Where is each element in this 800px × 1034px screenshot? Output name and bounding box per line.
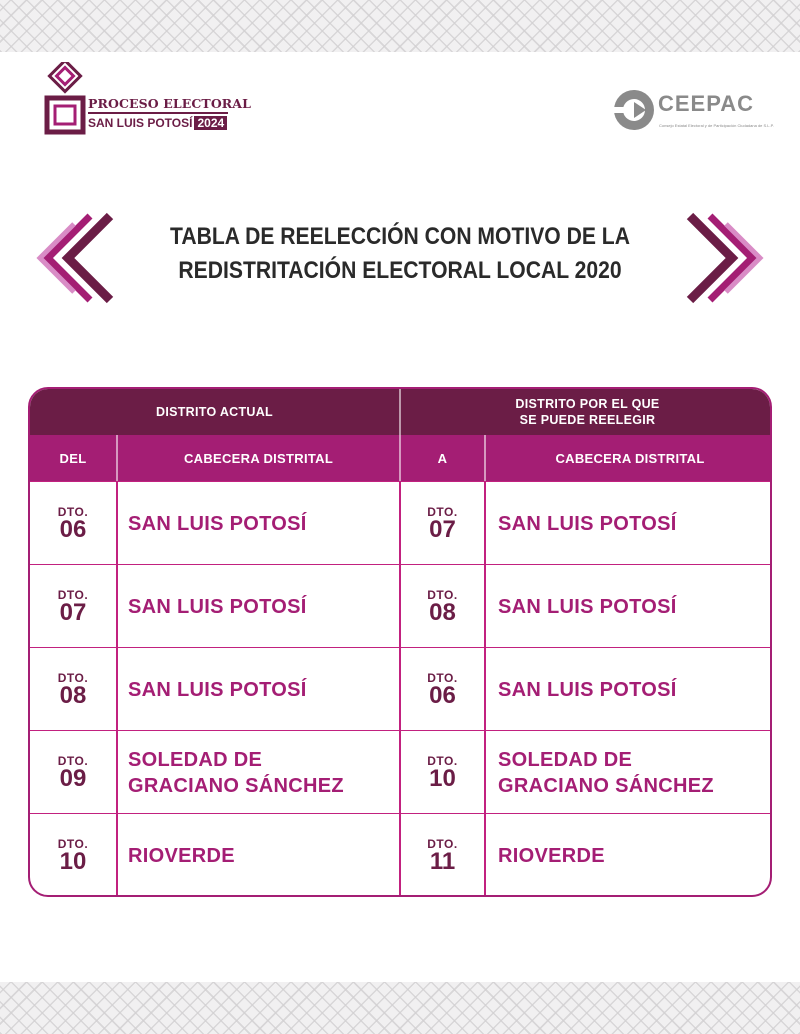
to-cabecera-line-1: SAN LUIS POTOSÍ [498,512,677,535]
header-reelect-line-1: DISTRITO POR EL QUE [515,397,660,411]
to-district [401,648,484,731]
from-cabecera-line-1: SAN LUIS POTOSÍ [128,512,307,535]
table-row [30,564,772,647]
cell-divider [116,482,118,564]
to-cabecera-line-1: SOLEDAD DE [498,748,633,771]
dto-label: DTO. [57,753,89,768]
from-district-number: 07 [59,598,87,626]
title-line-1: TABLA DE REELECCIÓN CON MOTIVO DE LA [170,223,630,250]
cell-divider [116,814,118,896]
proceso-electoral-place: SAN LUIS POTOSÍ [88,116,193,130]
cell-divider [116,648,118,730]
from-district [30,731,116,814]
column-del: DEL [59,450,87,466]
to-district [401,814,484,897]
top-pattern-band [0,0,800,52]
to-district-number: 07 [429,515,456,543]
dto-label: DTO. [57,836,89,851]
to-district-number: 06 [429,681,456,709]
to-district [401,482,484,565]
table-column-header [30,435,772,481]
dto-label: DTO. [57,670,89,685]
from-district-number: 08 [59,681,87,709]
dto-label: DTO. [427,504,458,519]
dto-label: DTO. [57,504,89,519]
cell-divider [116,731,118,813]
page-title [0,220,800,288]
column-a: A [437,450,448,466]
table-row [30,730,772,813]
proceso-electoral-emblem-icon [44,62,88,138]
table-group-header [30,389,772,435]
bottom-pattern-band [0,982,800,1034]
from-cabecera [128,565,399,648]
from-district [30,648,116,731]
dto-label: DTO. [427,670,458,685]
from-district [30,482,116,565]
to-district-number: 11 [429,847,456,875]
header-current-district: DISTRITO ACTUAL [156,405,273,419]
column-cabecera-reelect: CABECERA DISTRITAL [555,450,705,466]
to-cabecera-line-1: RIOVERDE [498,844,605,867]
title-line-2: REDISTRITACIÓN ELECTORAL LOCAL 2020 [178,257,622,284]
to-cabecera-line-1: SAN LUIS POTOSÍ [498,678,677,701]
proceso-electoral-year: 2024 [194,116,227,130]
from-cabecera [128,731,399,814]
from-district-number: 06 [59,515,87,543]
cell-divider [484,482,486,564]
ceepac-subtitle: Consejo Estatal Electoral y de Participación Ciudadana de S.L.P. [659,123,774,128]
to-cabecera [498,482,772,565]
reelection-table [28,387,772,897]
to-district-number: 10 [429,764,456,792]
cell-divider [484,565,486,647]
to-cabecera [498,648,772,731]
cell-divider [484,648,486,730]
to-district [401,565,484,648]
from-cabecera-line-2: GRACIANO SÁNCHEZ [128,774,344,797]
table-row [30,813,772,896]
cell-divider [484,731,486,813]
proceso-electoral-logo [44,62,251,138]
dto-label: DTO. [427,587,458,602]
dto-label: DTO. [427,836,458,851]
from-cabecera [128,648,399,731]
from-district [30,814,116,897]
to-cabecera-line-2: GRACIANO SÁNCHEZ [498,774,714,797]
table-row [30,647,772,730]
dto-label: DTO. [427,753,458,768]
to-cabecera [498,731,772,814]
column-cabecera-current: CABECERA DISTRITAL [183,450,334,466]
ceepac-logo [612,86,774,136]
cell-divider [116,565,118,647]
from-cabecera-line-1: RIOVERDE [128,844,235,867]
from-district-number: 09 [59,764,87,792]
header-reelect-district [401,389,772,435]
proceso-electoral-subtitle [88,116,227,130]
from-district [30,565,116,648]
to-cabecera [498,814,772,897]
from-cabecera [128,814,399,897]
from-cabecera-line-1: SAN LUIS POTOSÍ [128,678,307,701]
proceso-electoral-title: PROCESO ELECTORAL [88,96,251,111]
ceepac-emblem-icon [612,88,656,132]
from-cabecera-line-1: SOLEDAD DE [128,748,263,771]
logo-divider [88,112,228,114]
table-row [30,481,772,564]
header-reelect-line-2: SE PUEDE REELEGIR [519,413,656,427]
to-cabecera-line-1: SAN LUIS POTOSÍ [498,595,677,618]
cell-divider [484,814,486,896]
to-cabecera [498,565,772,648]
dto-label: DTO. [57,587,89,602]
to-district [401,731,484,814]
from-district-number: 10 [59,847,87,875]
ceepac-name: CEEPAC [658,91,755,116]
from-cabecera [128,482,399,565]
from-cabecera-line-1: SAN LUIS POTOSÍ [128,595,307,618]
to-district-number: 08 [429,598,456,626]
